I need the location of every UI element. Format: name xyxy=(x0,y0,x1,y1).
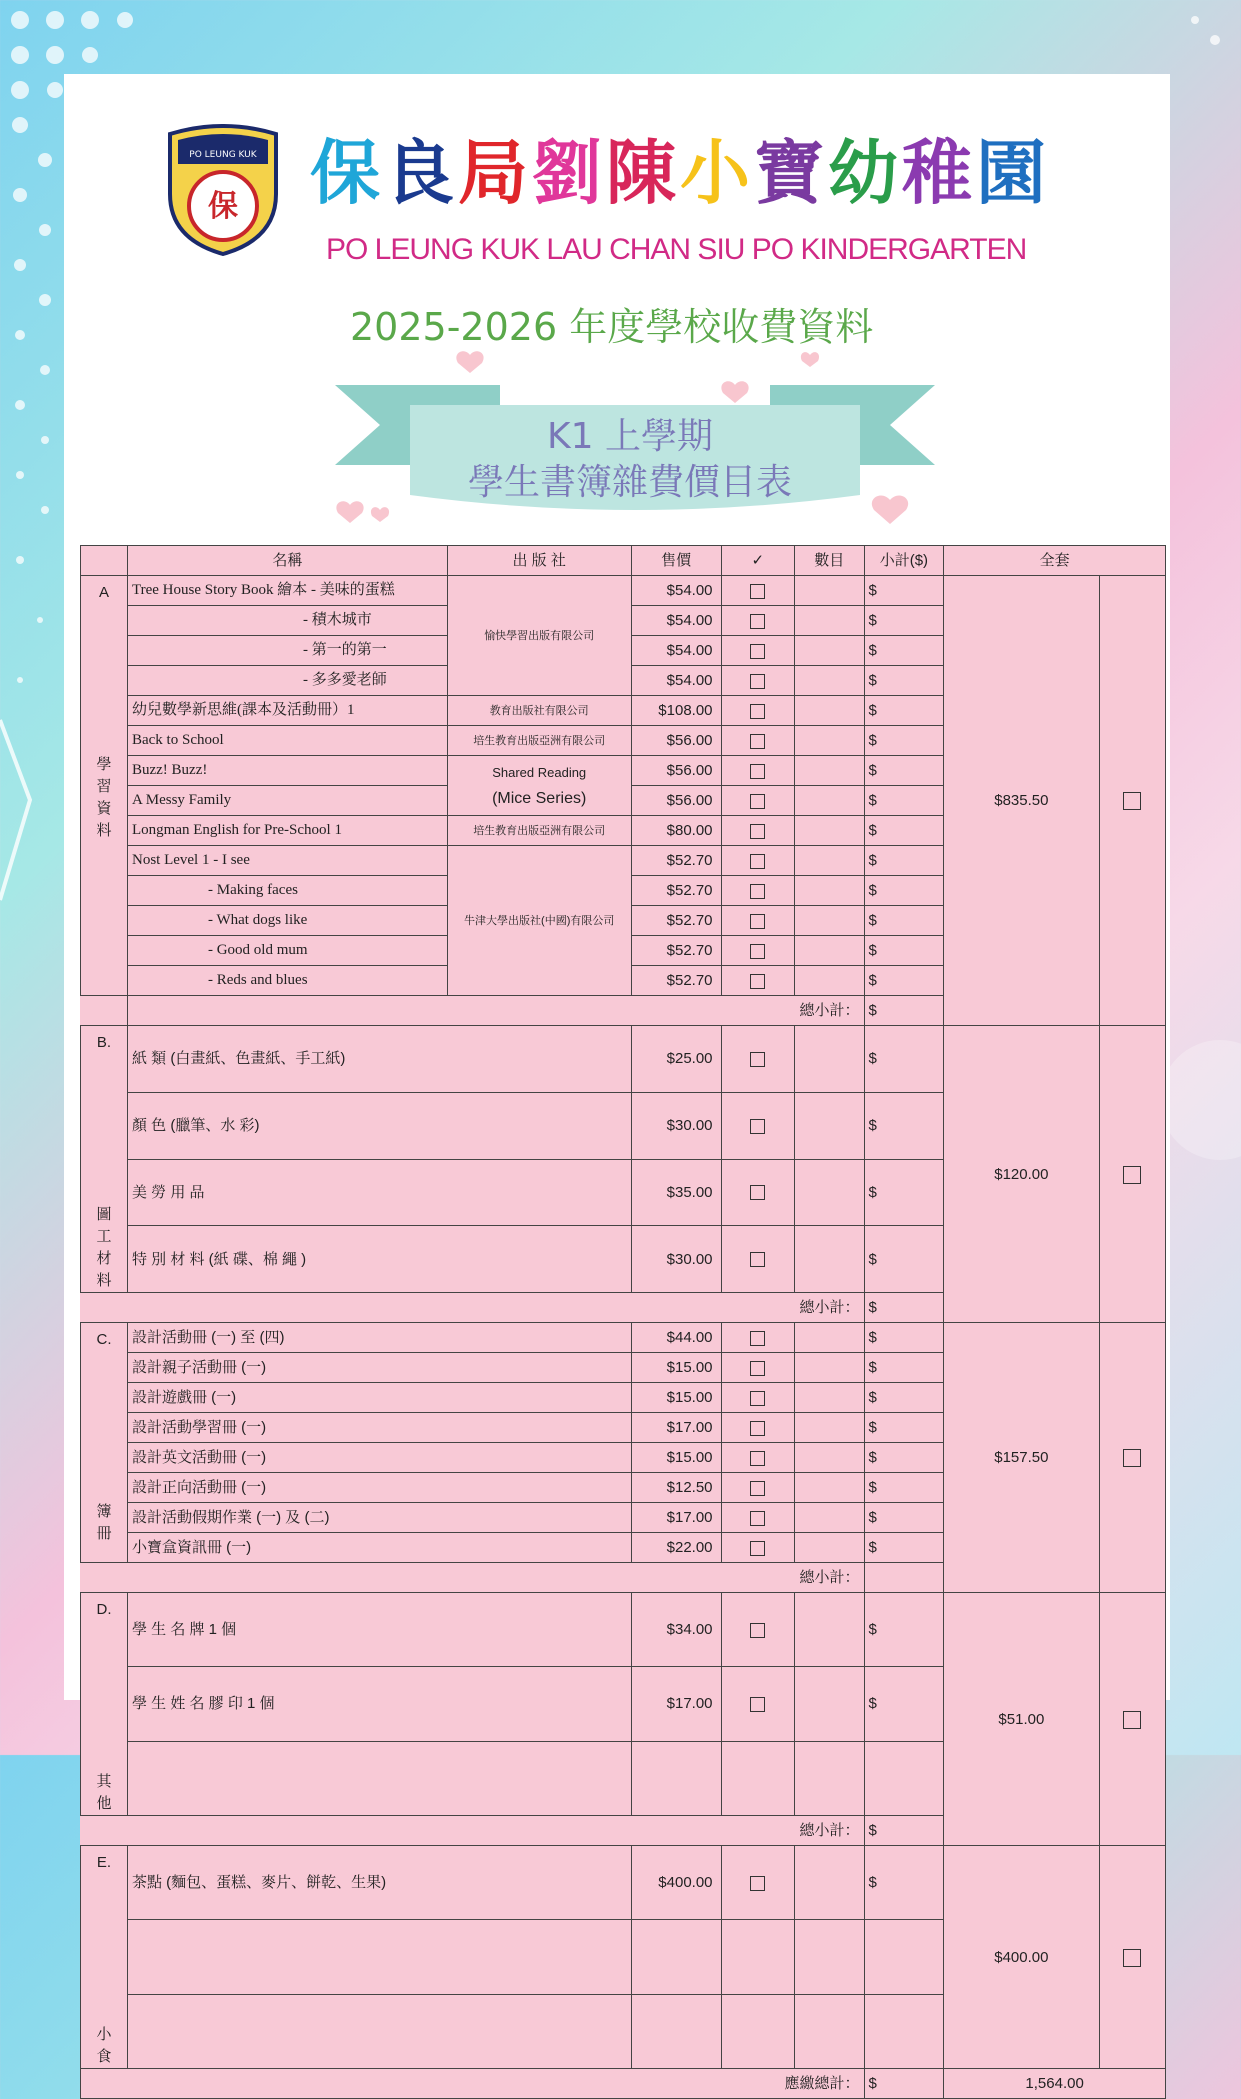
item-price: $56.00 xyxy=(631,756,721,786)
header-set: 全套 xyxy=(944,546,1166,576)
item-check-cell[interactable] xyxy=(721,876,795,906)
item-price: $54.00 xyxy=(631,636,721,666)
subtotal-cell[interactable]: $ xyxy=(864,1846,944,1920)
item-qty-cell[interactable] xyxy=(795,786,864,816)
item-checkbox[interactable] xyxy=(750,1876,765,1891)
item-check-cell[interactable] xyxy=(721,1383,795,1413)
subtotal-cell[interactable]: $ xyxy=(864,936,944,966)
blank-cell xyxy=(631,1920,721,1994)
item-checkbox[interactable] xyxy=(750,854,765,869)
subtotal-cell[interactable]: $ xyxy=(864,666,944,696)
item-qty-cell[interactable] xyxy=(795,666,864,696)
blank-cell xyxy=(721,1920,795,1994)
category-cell xyxy=(81,1593,128,1816)
item-name: Back to School xyxy=(127,726,447,756)
item-checkbox[interactable] xyxy=(750,1252,765,1267)
item-price: $30.00 xyxy=(631,1226,721,1293)
blank-cell xyxy=(795,1994,864,2068)
item-name: 設計英文活動冊 (一) xyxy=(127,1443,631,1473)
item-price: $17.00 xyxy=(631,1503,721,1533)
subtotal-cell[interactable]: $ xyxy=(864,966,944,996)
category-letter: E. xyxy=(96,1854,112,1871)
subtotal-cell[interactable]: $ xyxy=(864,1026,944,1093)
item-check-cell[interactable] xyxy=(721,1353,795,1383)
item-checkbox[interactable] xyxy=(750,1185,765,1200)
blank-cell xyxy=(127,1741,631,1815)
item-qty-cell[interactable] xyxy=(795,1443,864,1473)
publisher: 培生教育出版亞洲有限公司 xyxy=(447,726,631,756)
item-name: - Good old mum xyxy=(127,936,447,966)
banner-line-2: 學生書簿雜費價目表 xyxy=(467,462,792,503)
blank-cell xyxy=(81,996,128,1026)
item-checkbox[interactable] xyxy=(750,824,765,839)
item-checkbox[interactable] xyxy=(750,644,765,659)
publisher: 牛津大學出版社(中國)有限公司 xyxy=(447,846,631,996)
item-checkbox[interactable] xyxy=(750,1331,765,1346)
item-name: Tree House Story Book 繪本 - 美味的蛋糕 xyxy=(127,576,447,606)
item-check-cell[interactable] xyxy=(721,696,795,726)
item-checkbox[interactable] xyxy=(750,1623,765,1638)
item-price: $400.00 xyxy=(631,1846,721,1920)
school-name-char: 陳 xyxy=(606,131,680,214)
item-qty-cell[interactable] xyxy=(795,936,864,966)
item-checkbox[interactable] xyxy=(750,1391,765,1406)
item-name: 幼兒數學新思維(課本及活動冊）1 xyxy=(127,696,447,726)
item-qty-cell[interactable] xyxy=(795,636,864,666)
category-letter: C. xyxy=(96,1331,112,1348)
subtotal-cell[interactable]: $ xyxy=(864,636,944,666)
item-check-cell[interactable] xyxy=(721,1667,795,1741)
category-letter: D. xyxy=(96,1601,112,1618)
item-checkbox[interactable] xyxy=(750,1481,765,1496)
item-price: $52.70 xyxy=(631,906,721,936)
subtotal-cell[interactable]: $ xyxy=(864,576,944,606)
publisher: 愉快學習出版有限公司 xyxy=(447,576,631,696)
subtotal-cell[interactable]: $ xyxy=(864,696,944,726)
item-price: $52.70 xyxy=(631,876,721,906)
item-name: Nost Level 1 - I see xyxy=(127,846,447,876)
item-check-cell[interactable] xyxy=(721,1092,795,1159)
item-name: 特 別 材 料 (紙 碟、棉 繩 ) xyxy=(127,1226,631,1293)
grand-total-label: 應繳總計： xyxy=(81,2069,865,2099)
item-check-cell[interactable] xyxy=(721,1026,795,1093)
subtotal-cell[interactable]: $ xyxy=(864,996,944,1026)
item-name: 設計活動假期作業 (一) 及 (二) xyxy=(127,1503,631,1533)
subtotal-cell[interactable]: $ xyxy=(864,816,944,846)
item-check-cell[interactable] xyxy=(721,606,795,636)
item-checkbox[interactable] xyxy=(750,674,765,689)
item-price: $15.00 xyxy=(631,1443,721,1473)
item-price: $54.00 xyxy=(631,576,721,606)
subtotal-cell[interactable]: $ xyxy=(864,606,944,636)
blank-cell xyxy=(795,1920,864,1994)
header-category xyxy=(81,546,128,576)
item-name: 設計活動冊 (一) 至 (四) xyxy=(127,1323,631,1353)
publisher-line: Shared Reading xyxy=(492,764,587,780)
banner-line-1: K1 上學期 xyxy=(547,416,713,457)
item-qty-cell[interactable] xyxy=(795,816,864,846)
item-checkbox[interactable] xyxy=(750,1119,765,1134)
school-name-char: 寶 xyxy=(754,131,828,214)
item-checkbox[interactable] xyxy=(750,764,765,779)
item-qty-cell[interactable] xyxy=(795,1353,864,1383)
publisher xyxy=(447,756,631,816)
header-subtotal: 小計($) xyxy=(864,546,944,576)
item-name: 顏 色 (臘筆、水 彩) xyxy=(127,1092,631,1159)
subtotal-cell[interactable]: $ xyxy=(864,1293,944,1323)
set-check-cell[interactable] xyxy=(1099,576,1165,1026)
set-check-cell[interactable] xyxy=(1099,1323,1165,1593)
subtotal-cell[interactable]: $ xyxy=(864,1226,944,1293)
item-qty-cell[interactable] xyxy=(795,1667,864,1741)
item-name: 設計親子活動冊 (一) xyxy=(127,1353,631,1383)
item-check-cell[interactable] xyxy=(721,1226,795,1293)
item-qty-cell[interactable] xyxy=(795,1092,864,1159)
header-name: 名稱 xyxy=(127,546,447,576)
item-name: 美 勞 用 品 xyxy=(127,1159,631,1226)
category-letter: B. xyxy=(96,1034,112,1051)
blank-cell xyxy=(631,1741,721,1815)
item-checkbox[interactable] xyxy=(750,944,765,959)
item-check-cell[interactable] xyxy=(721,936,795,966)
item-name: 紙 類 (白畫紙、色畫紙、手工紙) xyxy=(127,1026,631,1093)
subtotal-cell[interactable]: $ xyxy=(864,1092,944,1159)
set-price: $51.00 xyxy=(944,1593,1099,1846)
subtotal-cell[interactable]: $ xyxy=(864,726,944,756)
item-price: $34.00 xyxy=(631,1593,721,1667)
fee-table xyxy=(80,545,1166,2099)
blank-cell xyxy=(864,1920,944,1994)
set-price: $835.50 xyxy=(944,576,1099,1026)
item-qty-cell[interactable] xyxy=(795,576,864,606)
item-price: $52.70 xyxy=(631,966,721,996)
set-checkbox[interactable] xyxy=(1123,792,1141,810)
item-checkbox[interactable] xyxy=(750,1511,765,1526)
item-qty-cell[interactable] xyxy=(795,1323,864,1353)
subtotal-cell[interactable]: $ xyxy=(864,1353,944,1383)
item-check-cell[interactable] xyxy=(721,1846,795,1920)
subtotal-label: 總小計： xyxy=(81,1563,865,1593)
item-qty-cell[interactable] xyxy=(795,1533,864,1563)
category-letter: A xyxy=(98,584,109,601)
blank-cell xyxy=(721,1741,795,1815)
set-price: $157.50 xyxy=(944,1323,1099,1593)
subtotal-cell[interactable]: $ xyxy=(864,1533,944,1563)
school-name-char: 幼 xyxy=(828,131,902,214)
category-label: 學習資料 xyxy=(96,756,112,839)
category-cell xyxy=(81,1323,128,1563)
item-name: Buzz! Buzz! xyxy=(127,756,447,786)
set-check-cell[interactable] xyxy=(1099,1846,1165,2069)
item-price: $17.00 xyxy=(631,1667,721,1741)
item-check-cell[interactable] xyxy=(721,576,795,606)
category-label: 簿冊 xyxy=(96,1503,112,1542)
school-name-char: 園 xyxy=(976,131,1050,214)
item-qty-cell[interactable] xyxy=(795,906,864,936)
item-check-cell[interactable] xyxy=(721,1503,795,1533)
school-name-char: 良 xyxy=(384,131,458,214)
school-crest-logo xyxy=(160,124,286,256)
set-price: $400.00 xyxy=(944,1846,1099,2069)
subtotal-cell[interactable]: $ xyxy=(864,906,944,936)
item-check-cell[interactable] xyxy=(721,846,795,876)
school-name-english: PO LEUNG KUK LAU CHAN SIU PO KINDERGARTEN xyxy=(326,233,1027,266)
item-price: $56.00 xyxy=(631,726,721,756)
school-name-char: 小 xyxy=(680,131,754,214)
item-check-cell[interactable] xyxy=(721,966,795,996)
table-row xyxy=(81,576,1166,606)
set-checkbox[interactable] xyxy=(1123,1711,1141,1729)
item-checkbox[interactable] xyxy=(750,1541,765,1556)
item-checkbox[interactable] xyxy=(750,1421,765,1436)
school-name-char: 稚 xyxy=(902,131,976,214)
item-checkbox[interactable] xyxy=(750,914,765,929)
item-qty-cell[interactable] xyxy=(795,606,864,636)
item-checkbox[interactable] xyxy=(750,584,765,599)
item-price: $30.00 xyxy=(631,1092,721,1159)
table-row xyxy=(81,1323,1166,1353)
blank-cell xyxy=(795,1741,864,1815)
item-check-cell[interactable] xyxy=(721,1593,795,1667)
item-name: 設計活動學習冊 (一) xyxy=(127,1413,631,1443)
subtotal-label: 總小計： xyxy=(81,1816,865,1846)
subtotal-cell[interactable]: $ xyxy=(864,1473,944,1503)
item-qty-cell[interactable] xyxy=(795,696,864,726)
subtotal-cell[interactable]: $ xyxy=(864,1593,944,1667)
item-qty-cell[interactable] xyxy=(795,876,864,906)
subtotal-cell[interactable]: $ xyxy=(864,1503,944,1533)
table-header-row xyxy=(81,546,1166,576)
blank-cell xyxy=(631,1994,721,2068)
blank-cell xyxy=(721,1994,795,2068)
item-name: 小寶盒資訊冊 (一) xyxy=(127,1533,631,1563)
set-check-cell[interactable] xyxy=(1099,1026,1165,1323)
item-check-cell[interactable] xyxy=(721,786,795,816)
subtotal-cell[interactable] xyxy=(864,1563,944,1593)
item-check-cell[interactable] xyxy=(721,636,795,666)
subtotal-cell[interactable]: $ xyxy=(864,1159,944,1226)
blank-cell xyxy=(864,1994,944,2068)
item-name: Longman English for Pre-School 1 xyxy=(127,816,447,846)
header-publisher: 出 版 社 xyxy=(447,546,631,576)
subtotal-cell[interactable]: $ xyxy=(864,1413,944,1443)
item-qty-cell[interactable] xyxy=(795,1846,864,1920)
document-title: 2025-2026 年度學校收費資料 xyxy=(350,305,874,349)
category-label: 圖工材料 xyxy=(96,1206,112,1289)
subtotal-cell[interactable]: $ xyxy=(864,1323,944,1353)
item-name: 設計遊戲冊 (一) xyxy=(127,1383,631,1413)
subtotal-cell[interactable]: $ xyxy=(864,1383,944,1413)
item-check-cell[interactable] xyxy=(721,1533,795,1563)
item-qty-cell[interactable] xyxy=(795,1503,864,1533)
item-price: $54.00 xyxy=(631,666,721,696)
item-name: - 多多愛老師 xyxy=(127,666,447,696)
item-checkbox[interactable] xyxy=(750,974,765,989)
item-check-cell[interactable] xyxy=(721,756,795,786)
item-qty-cell[interactable] xyxy=(795,756,864,786)
publisher: 教育出版社有限公司 xyxy=(447,696,631,726)
grand-total-dollar: $ xyxy=(864,2069,944,2099)
item-qty-cell[interactable] xyxy=(795,1026,864,1093)
item-check-cell[interactable] xyxy=(721,1473,795,1503)
blank-cell xyxy=(127,1994,631,2068)
category-cell xyxy=(81,1026,128,1293)
item-name: - 積木城市 xyxy=(127,606,447,636)
item-price: $22.00 xyxy=(631,1533,721,1563)
subtotal-label: 總小計： xyxy=(81,1293,865,1323)
item-qty-cell[interactable] xyxy=(795,1159,864,1226)
item-checkbox[interactable] xyxy=(750,1451,765,1466)
item-check-cell[interactable] xyxy=(721,1159,795,1226)
category-label: 小食 xyxy=(96,2026,112,2065)
item-check-cell[interactable] xyxy=(721,666,795,696)
item-qty-cell[interactable] xyxy=(795,966,864,996)
set-checkbox[interactable] xyxy=(1123,1949,1141,1967)
item-qty-cell[interactable] xyxy=(795,846,864,876)
publisher: 培生教育出版亞洲有限公司 xyxy=(447,816,631,846)
category-cell xyxy=(81,576,128,996)
school-name-char: 局 xyxy=(458,131,532,214)
item-qty-cell[interactable] xyxy=(795,1383,864,1413)
item-price: $80.00 xyxy=(631,816,721,846)
item-check-cell[interactable] xyxy=(721,816,795,846)
item-name: 茶點 (麵包、蛋糕、麥片、餅乾、生果) xyxy=(127,1846,631,1920)
set-checkbox[interactable] xyxy=(1123,1166,1141,1184)
item-checkbox[interactable] xyxy=(750,704,765,719)
set-price: $120.00 xyxy=(944,1026,1099,1323)
category-cell xyxy=(81,1846,128,2069)
item-name: - Reds and blues xyxy=(127,966,447,996)
item-check-cell[interactable] xyxy=(721,726,795,756)
subtotal-label: 總小計： xyxy=(127,996,864,1026)
item-qty-cell[interactable] xyxy=(795,726,864,756)
item-qty-cell[interactable] xyxy=(795,1473,864,1503)
item-check-cell[interactable] xyxy=(721,1323,795,1353)
item-price: $56.00 xyxy=(631,786,721,816)
header-price: 售價 xyxy=(631,546,721,576)
item-name: 學 生 姓 名 膠 印 1 個 xyxy=(127,1667,631,1741)
publisher-line: (Mice Series) xyxy=(492,789,587,807)
item-price: $44.00 xyxy=(631,1323,721,1353)
header-check: ✓ xyxy=(721,546,795,576)
category-label: 其他 xyxy=(96,1773,112,1812)
item-checkbox[interactable] xyxy=(750,734,765,749)
item-price: $15.00 xyxy=(631,1353,721,1383)
subtotal-cell[interactable]: $ xyxy=(864,876,944,906)
subtotal-cell[interactable]: $ xyxy=(864,1667,944,1741)
item-price: $15.00 xyxy=(631,1383,721,1413)
item-checkbox[interactable] xyxy=(750,794,765,809)
item-price: $54.00 xyxy=(631,606,721,636)
subtotal-cell[interactable]: $ xyxy=(864,846,944,876)
item-check-cell[interactable] xyxy=(721,1443,795,1473)
item-name: A Messy Family xyxy=(127,786,447,816)
blank-cell xyxy=(127,1920,631,1994)
grand-total-row xyxy=(81,2069,1166,2099)
item-checkbox[interactable] xyxy=(750,884,765,899)
item-checkbox[interactable] xyxy=(750,1361,765,1376)
item-price: $12.50 xyxy=(631,1473,721,1503)
svg-text:保: 保 xyxy=(208,189,238,224)
table-row xyxy=(81,1026,1166,1093)
subtotal-cell[interactable]: $ xyxy=(864,786,944,816)
item-price: $108.00 xyxy=(631,696,721,726)
header-qty: 數目 xyxy=(795,546,864,576)
table-row xyxy=(81,1593,1166,1667)
subtotal-cell[interactable]: $ xyxy=(864,1443,944,1473)
item-price: $35.00 xyxy=(631,1159,721,1226)
item-name: - 第一的第一 xyxy=(127,636,447,666)
set-checkbox[interactable] xyxy=(1123,1449,1141,1467)
item-name: 設計正向活動冊 (一) xyxy=(127,1473,631,1503)
blank-cell xyxy=(864,1741,944,1815)
subtotal-cell[interactable]: $ xyxy=(864,756,944,786)
item-price: $17.00 xyxy=(631,1413,721,1443)
item-qty-cell[interactable] xyxy=(795,1413,864,1443)
school-name-char: 保 xyxy=(310,131,384,214)
set-check-cell[interactable] xyxy=(1099,1593,1165,1846)
item-check-cell[interactable] xyxy=(721,906,795,936)
item-qty-cell[interactable] xyxy=(795,1226,864,1293)
item-name: - Making faces xyxy=(127,876,447,906)
school-name-chinese xyxy=(310,128,1070,218)
table-row xyxy=(81,1846,1166,1920)
item-checkbox[interactable] xyxy=(750,614,765,629)
item-price: $52.70 xyxy=(631,936,721,966)
item-name: - What dogs like xyxy=(127,906,447,936)
school-name-char: 劉 xyxy=(532,131,606,214)
subtotal-cell[interactable]: $ xyxy=(864,1816,944,1846)
item-price: $52.70 xyxy=(631,846,721,876)
item-price: $25.00 xyxy=(631,1026,721,1093)
item-checkbox[interactable] xyxy=(750,1697,765,1712)
item-check-cell[interactable] xyxy=(721,1413,795,1443)
grand-total-value: 1,564.00 xyxy=(944,2069,1166,2099)
item-name: 學 生 名 牌 1 個 xyxy=(127,1593,631,1667)
item-checkbox[interactable] xyxy=(750,1052,765,1067)
item-qty-cell[interactable] xyxy=(795,1593,864,1667)
svg-text:PO LEUNG KUK: PO LEUNG KUK xyxy=(189,150,257,160)
